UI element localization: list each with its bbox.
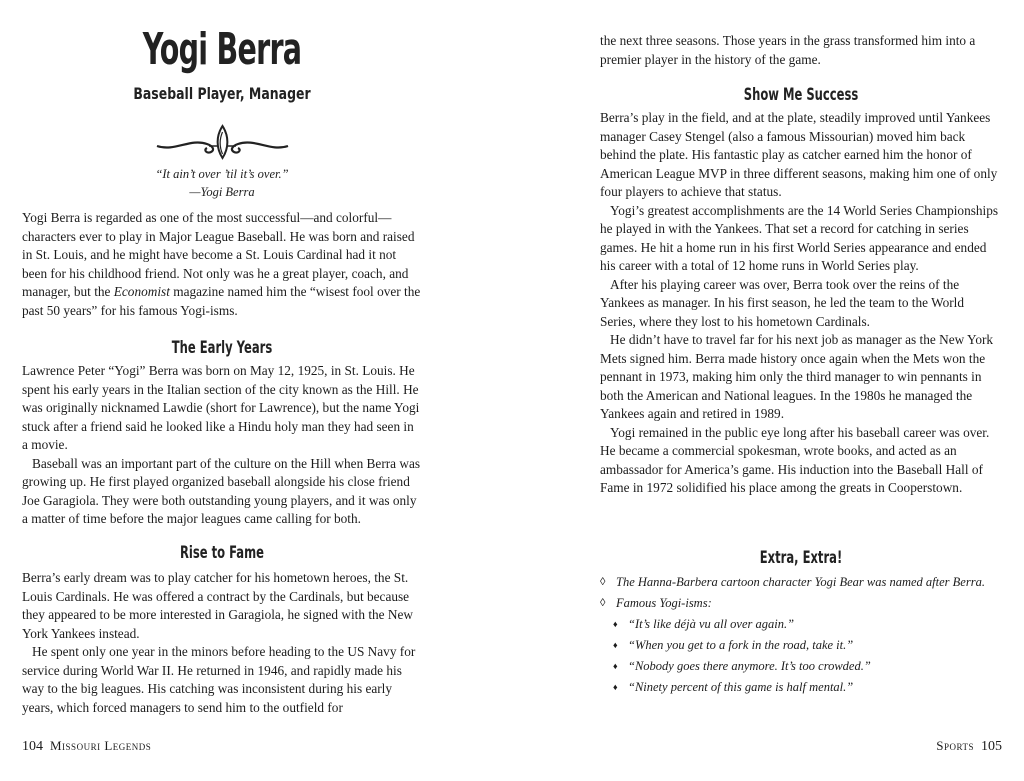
- filled-diamond-bullet-icon: ♦: [613, 682, 618, 692]
- paragraph: Berra’s play in the field, and at the plate, steadily improved until Yankees manager Casey Stengel (also a famous Missourian) moved him back behind the plate. His fantastic play as catcher earned him the honor of American League MVP in three different seasons, making him one of only four players to achieve that status.: [600, 110, 998, 199]
- section-body-rise-to-fame: [22, 569, 422, 717]
- right-page: [512, 0, 1024, 781]
- extra-list: [600, 572, 1020, 698]
- paragraph: He spent only one year in the minors before heading to the US Navy for service during World War II. He returned in 1946, and rapidly made his way to the big leagues. His catching was inconsistent during his early years, which forced managers to send him to the outfield for: [22, 644, 416, 715]
- page-subtitle: Baseball Player, Manager: [133, 84, 311, 103]
- list-item: [600, 593, 1020, 614]
- list-item-text: Famous Yogi-isms:: [616, 596, 712, 610]
- section-heading-early-years: The Early Years: [171, 338, 273, 358]
- paragraph: After his playing career was over, Berra took over the reins of the Yankees as manager. In his first season, he led the team to the World Series, where they lost to his hometown Cardinals.: [600, 276, 965, 329]
- filled-diamond-bullet-icon: ♦: [613, 619, 618, 629]
- yogi-ism-text: “Nobody goes there anymore. It’s too crowded.”: [628, 659, 871, 673]
- paragraph: He didn’t have to travel far for his next job as manager as the New York Mets signed him. Berra made history once again when the Mets won the pennant in 1973, making him only the third manager to win pennants in both the American and National leagues. In the 1980s he managed the Yankees again and retired in 1989.: [600, 332, 994, 421]
- yogi-ism-text: “It’s like déjà vu all over again.”: [628, 617, 795, 631]
- continuation-paragraph: [600, 32, 1002, 69]
- page-title: Yogi Berra: [142, 24, 302, 75]
- epigraph: [22, 165, 422, 201]
- running-head: Missouri Legends: [50, 738, 152, 753]
- sub-list-item: [600, 635, 1020, 656]
- running-head: Sports: [936, 738, 974, 753]
- list-item-text: The Hanna-Barbera cartoon character Yogi Bear was named after Berra.: [616, 575, 985, 589]
- filled-diamond-bullet-icon: ♦: [613, 640, 618, 650]
- paragraph: Baseball was an important part of the culture on the Hill when Berra was growing up. He first played organized baseball alongside his close friend Joe Garagiola. They were both outstanding young players, and it was only a matter of time before the major leagues came calling for both.: [22, 455, 421, 526]
- page-number: 105: [981, 739, 1002, 754]
- paragraph: Lawrence Peter “Yogi” Berra was born on May 12, 1925, in St. Louis. He spent his early years in the Italian section of the city known as the Hill. He was originally nicknamed Lawdie (short for Lawrence), but the name Yogi stuck after a friend said he looked like a Hindu holy man they had seen in a movie.: [22, 363, 420, 452]
- footer-left: [22, 738, 151, 755]
- epigraph-attribution: —Yogi Berra: [189, 185, 255, 199]
- paragraph: Berra’s early dream was to play catcher for his hometown heroes, the St. Louis Cardinals. He was offered a contract by the Cardinals, but because they appeared to be more interested in Garagiola, he signed with the New York Yankees instead.: [22, 570, 414, 641]
- section-heading-show-me-success: Show Me Success: [743, 85, 859, 105]
- section-heading-extra-extra: Extra, Extra!: [759, 548, 843, 568]
- yogi-ism-text: “When you get to a fork in the road, take it.”: [628, 638, 854, 652]
- intro-text-after: magazine named him the “wisest fool over the past 50 years” for his famous Yogi-isms.: [22, 284, 421, 318]
- section-body-early-years: [22, 362, 422, 529]
- yogi-ism-text: “Ninety percent of this game is half mental.”: [628, 680, 854, 694]
- sub-list-item: [600, 614, 1020, 635]
- filled-diamond-bullet-icon: ♦: [613, 661, 618, 671]
- paragraph: Yogi remained in the public eye long after his baseball career was over. He became a commercial spokesman, wrote books, and acted as an ambassador for America’s game. His induction into the Baseball Hall of Fame in 1972 solidified his place among the greats in Cooperstown.: [600, 424, 990, 495]
- intro-paragraph: [22, 209, 422, 320]
- diamond-bullet-icon: ◊: [600, 597, 606, 609]
- sub-list-item: [600, 656, 1020, 677]
- paragraph: the next three seasons. Those years in the grass transformed him into a premier player in the history of the game.: [600, 33, 976, 67]
- section-heading-rise-to-fame: Rise to Fame: [179, 543, 265, 563]
- decorative-flourish-icon: [155, 124, 290, 160]
- list-item: [600, 572, 1020, 593]
- paragraph: Yogi’s greatest accomplishments are the 14 World Series Championships he played in with the Yankees. That set a record for catching in series games. He hit a home run in his first World Series appearance and ended his career with a total of 12 home runs in World Series play.: [600, 202, 999, 273]
- intro-text: Yogi Berra is regarded as one of the most successful—and colorful—characters ever to play in Major League Baseball. He was born and raised in St. Louis, and he might have become a St. Louis Cardinal had it not been for his childhood friend. Not only was he a great player, coach, and manager, but the: [22, 210, 415, 299]
- intro-italic: Economist: [113, 284, 170, 299]
- sub-list-item: [600, 677, 1020, 698]
- epigraph-quote: “It ain’t over ’til it’s over.”: [155, 167, 289, 181]
- diamond-bullet-icon: ◊: [600, 576, 606, 588]
- page-number: 104: [22, 739, 43, 754]
- footer-right: [936, 738, 1002, 755]
- section-body-show-me-success: [600, 109, 1002, 498]
